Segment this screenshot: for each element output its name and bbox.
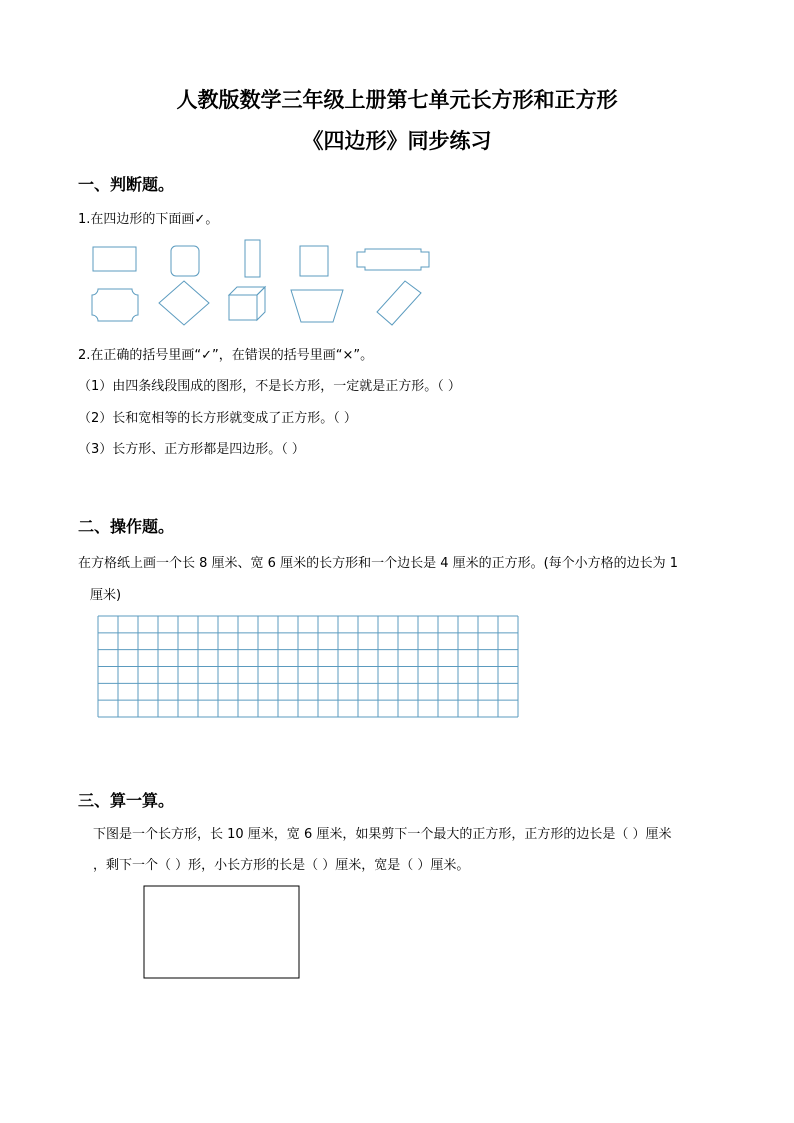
operation-text-line-1: 在方格纸上画一个长 8 厘米、宽 6 厘米的长方形和一个边长是 4 厘米的正方形。(每个小方格的边长为 1 xyxy=(78,556,679,571)
judgement-item-1: （1）由四条线段围成的图形，不是长方形，一定就是正方形。（ ） xyxy=(78,379,461,394)
shape-notched-banner xyxy=(357,249,429,270)
calc-text-line-2: ，剩下一个（ ）形，小长方形的长是（ ）厘米，宽是（ ）厘米。 xyxy=(93,858,470,873)
shape-diamond xyxy=(159,281,209,325)
question-1-end: 。 xyxy=(205,212,219,227)
section1-heading: 一、判断题。 xyxy=(78,175,175,194)
question-1 xyxy=(78,208,218,227)
rectangle-figure xyxy=(140,882,300,982)
shape-thin-rectangle xyxy=(245,240,260,277)
shape-cube xyxy=(229,287,265,320)
question-1-text: 1.在四边形的下面画 xyxy=(78,212,195,227)
section3-heading: 三、算一算。 xyxy=(78,791,175,810)
shape-tilted-rectangle xyxy=(377,281,421,325)
check-mark: ✓ xyxy=(194,212,206,227)
calc-text-line-1: 下图是一个长方形，长 10 厘米，宽 6 厘米，如果剪下一个最大的正方形，正方形的边长是（ ）厘米 xyxy=(93,827,672,842)
title-line-1: 人教版数学三年级上册第七单元长方形和正方形 xyxy=(176,87,618,112)
shape-square xyxy=(300,246,328,276)
judgement-item-2: （2）长和宽相等的长方形就变成了正方形。（ ） xyxy=(78,411,357,426)
operation-text-line-2: 厘米) xyxy=(90,588,122,603)
judgement-item-3: （3）长方形、正方形都是四边形。（ ） xyxy=(78,442,305,457)
question-2: 2.在正确的括号里画“✓”，在错误的括号里画“×”。 xyxy=(78,348,374,363)
shape-rounded-square xyxy=(171,246,199,276)
grid-paper xyxy=(90,609,530,729)
section2-heading: 二、操作题。 xyxy=(78,517,175,536)
shape-rectangle xyxy=(93,247,136,271)
shape-figures xyxy=(0,232,794,352)
shape-scalloped-plaque xyxy=(92,289,138,321)
shape-trapezoid xyxy=(291,290,343,322)
title-line-2: 《四边形》同步练习 xyxy=(302,128,492,153)
